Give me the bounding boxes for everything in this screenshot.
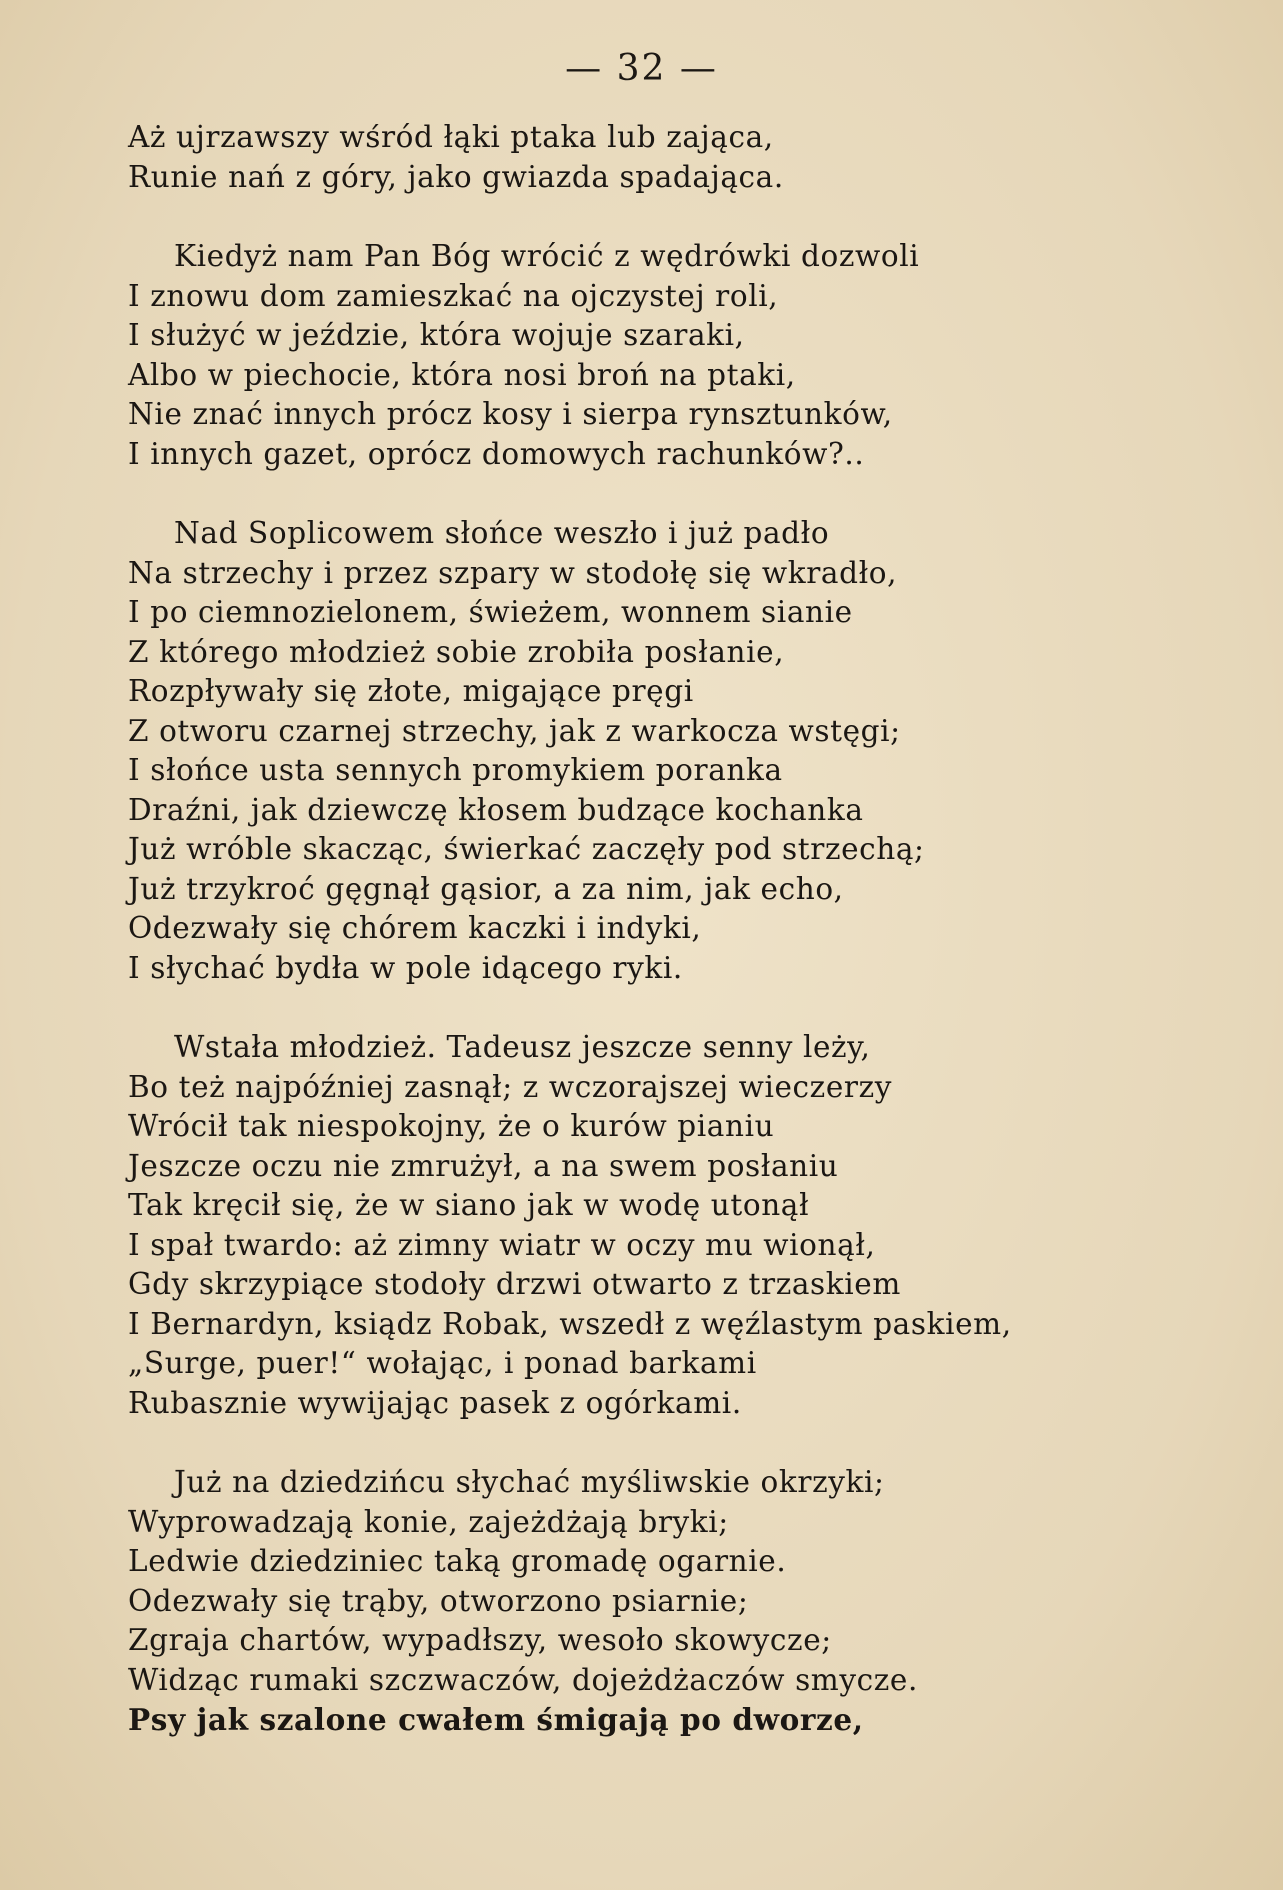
stanza — [128, 237, 1258, 474]
verse-line: Już na dziedzińcu słychać myśliwskie okrzyki; — [174, 1465, 885, 1499]
verse-line: Odezwały się trąby, otworzono psiarnie; — [128, 1583, 749, 1618]
verse-line: Z otworu czarnej strzechy, jak z warkocza wstęgi; — [128, 713, 901, 748]
verse-line: Wyprowadzają konie, zajeżdżają bryki; — [128, 1504, 729, 1539]
verse-line: Aż ujrzawszy wśród łąki ptaka lub zająca, — [128, 120, 774, 154]
verse-line: I Bernardyn, ksiądz Robak, wszedł z węźlastym paskiem, — [128, 1306, 1012, 1341]
stanza — [128, 514, 1258, 988]
verse-line: I służyć w jeździe, która wojuje szaraki, — [128, 318, 745, 352]
verse-line: I spał twardo: aż zimny wiatr w oczy mu wionął, — [128, 1227, 876, 1262]
stanza — [128, 118, 1258, 197]
verse-line: Bo też najpóźniej zasnął; z wczorajszej wieczerzy — [128, 1069, 892, 1104]
verse-line: Ledwie dziedziniec taką gromadę ogarnie. — [128, 1544, 787, 1578]
verse-line: Już trzykroć gęgnął gąsior, a za nim, jak echo, — [128, 871, 844, 906]
stanza — [128, 1028, 1258, 1423]
verse-line: Odezwały się chórem kaczki i indyki, — [128, 911, 702, 945]
verse-line: Wstała młodzież. Tadeusz jeszcze senny leży, — [174, 1030, 871, 1064]
verse-line: I innych gazet, oprócz domowych rachunków?.. — [128, 436, 865, 471]
verse-line: Gdy skrzypiące stodoły drzwi otwarto z trzaskiem — [128, 1267, 901, 1301]
verse-line: I znowu dom zamieszkać na ojczystej roli, — [128, 278, 779, 313]
verse-line: Nad Soplicowem słońce weszło i już padło — [174, 516, 830, 550]
verse-line: Zgraja chartów, wypadłszy, wesoło skowycze; — [128, 1623, 832, 1657]
verse-line: I po ciemnozielonem, świeżem, wonnem sianie — [128, 595, 853, 629]
verse-line: Na strzechy i przez szpary w stodołę się wkradło, — [128, 555, 898, 590]
page-number: — 32 — — [565, 48, 718, 89]
verse-line: Jeszcze oczu nie zmrużył, a na swem posłaniu — [128, 1148, 839, 1183]
stanza — [128, 1463, 1258, 1740]
verse-line: Wrócił tak niespokojny, że o kurów pianiu — [128, 1109, 775, 1143]
verse-line: Z którego młodzież sobie zrobiła posłanie, — [128, 634, 785, 669]
verse-line: Rubasznie wywijając pasek z ogórkami. — [128, 1385, 742, 1420]
verse-line: Draźni, jak dziewczę kłosem budzące kochanka — [128, 792, 864, 827]
verse-line: Psy jak szalone cwałem śmigają po dworze, — [128, 1702, 864, 1737]
verse-line: I słońce usta sennych promykiem poranka — [128, 753, 783, 787]
verse-line: Runie nań z góry, jako gwiazda spadająca. — [128, 159, 784, 194]
poem-text — [128, 118, 1258, 1780]
verse-line: Kiedyż nam Pan Bóg wrócić z wędrówki dozwoli — [174, 239, 920, 273]
verse-line: „Surge, puer!“ wołając, i ponad barkami — [128, 1346, 757, 1380]
verse-line: Widząc rumaki szczwaczów, dojeżdżaczów smycze. — [128, 1662, 918, 1697]
verse-line: Rozpływały się złote, migające pręgi — [128, 674, 694, 708]
verse-line: Już wróble skacząc, świerkać zaczęły pod strzechą; — [128, 832, 925, 866]
verse-line: Tak kręcił się, że w siano jak w wodę utonął — [128, 1188, 810, 1222]
verse-line: Albo w piechocie, która nosi broń na ptaki, — [128, 357, 796, 392]
verse-line: I słychać bydła w pole idącego ryki. — [128, 950, 683, 985]
verse-line: Nie znać innych prócz kosy i sierpa rynsztunków, — [128, 397, 893, 431]
